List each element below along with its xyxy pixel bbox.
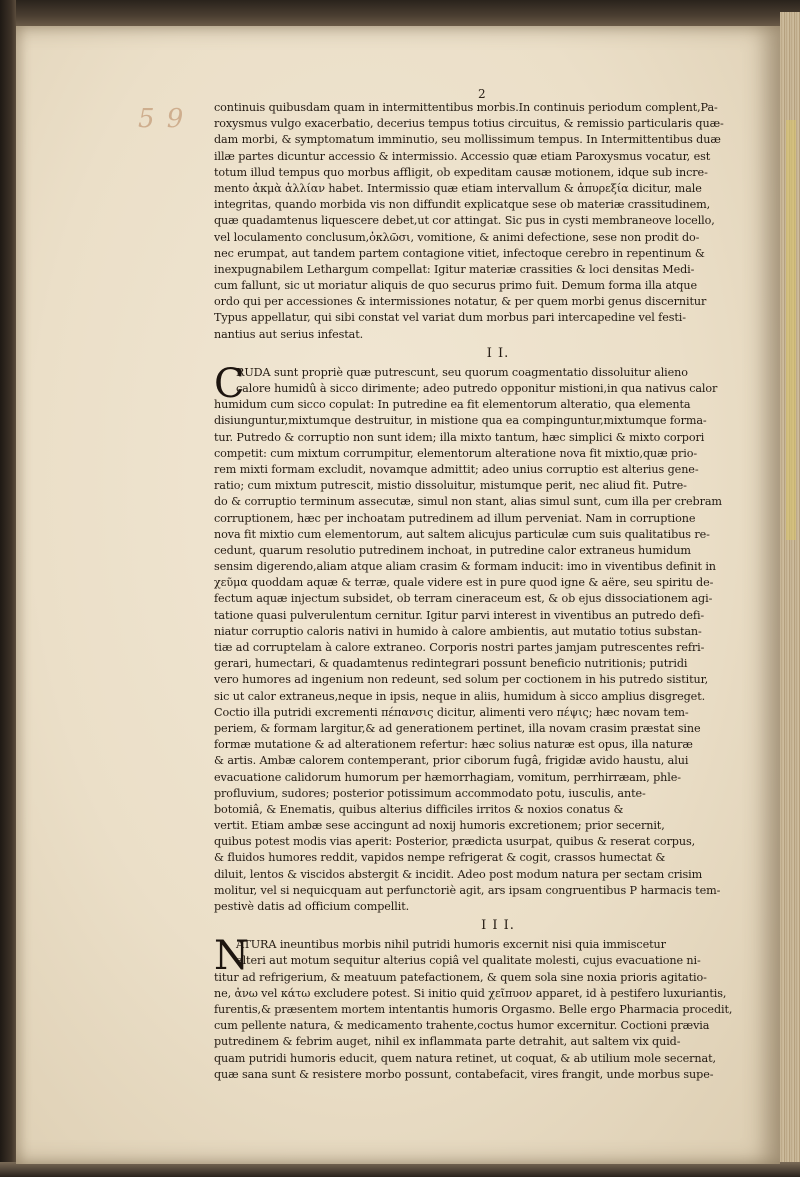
section-3-line: putredinem & febrim auget, nihil ex inflammata parte detrahit, aut saltem vix quid- <box>214 1035 681 1049</box>
text-line: totum illud tempus quo morbus affligit, ob expeditam causæ motionem, idque sub incre- <box>214 165 708 179</box>
section-2-line: profluvium, sudores; posterior potissimum accommodato potu, iusculis, ante- <box>214 786 646 800</box>
section-2-line: sensim digerendo,aliam atque aliam crasim & formam inducit: imo in viventibus definit in <box>214 560 716 574</box>
section-2-line: sic ut calor extraneus,neque in ipsis, neque in aliis, humidum à sicco amplius disgreget. <box>214 689 706 703</box>
section-2-line: formæ mutatione & ad alterationem refertur: hæc solius naturæ est opus, illa naturæ <box>214 738 693 752</box>
section-2-line: competit: cum mixtum corrumpitur, elementorum alteratione nova fit mixtio,quæ prio- <box>214 446 698 460</box>
intro-paragraph <box>214 100 762 343</box>
section-2-line: fectum aquæ injectum subsidet, ob terram cineraceum est, & ob ejus dissociationem agi- <box>214 592 713 606</box>
section-heading-3: I I I. <box>481 918 515 934</box>
section-3-line: ATURA ineuntibus morbis nihil putridi humoris excernit nisi quia immiscetur <box>236 938 666 952</box>
text-line: quæ quadamtenus liquescere debet,ut cor attingat. Sic pus in cysti membraneove locello, <box>214 214 715 228</box>
text-line: vel loculamento conclusum,ὀκλῶσι, vomitione, & animi defectione, sese non prodit do- <box>214 230 700 244</box>
section-3-line: alteri aut motum sequitur alterius copiâ vel qualitate molesti, cujus evacuatione ni- <box>236 954 701 968</box>
text-line: illæ partes dicuntur accessio & intermissio. Accessio quæ etiam Paroxysmus vocatur, est <box>214 149 711 163</box>
section-3-paragraph <box>214 933 762 1083</box>
section-2-line: calore humidû à sicco dirimente; adeo putredo opponitur mistioni,in qua nativus calor <box>236 382 718 395</box>
section-2-line: corruptionem, hæc per inchoatam putredinem ad illum perveniat. Nam in corruptione <box>214 511 696 525</box>
section-2-line: rem mixti formam excludit, novamque admittit; adeo unius corruptio est alterius gene- <box>214 462 699 476</box>
section-2-line: vertit. Etiam ambæ sese accingunt ad noxij humoris excretionem; prior secernit, <box>214 819 665 833</box>
text-line: nec erumpat, aut tandem partem contagione vitiet, infectoque cerebro in repentinum & <box>214 246 705 260</box>
text-line: nantius aut serius infestat. <box>214 327 364 341</box>
section-2-paragraph <box>214 360 762 915</box>
section-2-line: humidum cum sicco copulat: In putredine ea fit elementorum alteratio, qua elementa <box>214 398 691 412</box>
section-3-line: ne, ἀνω vel κάτω excludere potest. Si initio quid χεῖπυον apparet, id à pestifero luxuriantis, <box>214 986 727 1000</box>
text-line: ordo qui per accessiones & intermissiones notatur, & per quem morbi genus discernitur <box>214 295 707 309</box>
section-2-line: do & corruptio terminum assecutæ, simul non stant, alias simul sunt, cum illa per crebram <box>214 495 722 509</box>
section-2-line: gerari, humectari, & quadamtenus redintegrari possunt beneficio nutritionis; putridi <box>214 657 688 671</box>
text-line: inexpugnabilem Lethargum compellat: Igitur materiæ crassities & loci densitas Medi- <box>214 262 695 276</box>
section-3-line: titur ad refrigerium, & meatuum patefactionem, & quem sola sine noxia prioris agitatio- <box>214 970 707 984</box>
section-2-line: evacuatione calidorum humorum per hæmorrhagiam, vomitum, perrhirræam, phle- <box>214 770 681 784</box>
section-2-line: molitur, vel si nequicquam aut perfunctoriè agit, ars ipsam congruentibus P harmacis tem- <box>214 883 721 897</box>
section-2-line: quibus potest modis vias aperit: Posterior, prædicta usurpat, quibus & reserat corpus, <box>214 835 696 849</box>
text-line: mento ἀκμὰ ἀλλίαν habet. Intermissio quæ etiam intervallum & ἀπυρεξία dicitur, male <box>214 181 702 195</box>
page-number: 2 <box>478 87 486 101</box>
section-2-line: tur. Putredo & corruptio non sunt idem; illa mixto tantum, hæc simplici & mixto corpori <box>214 430 705 444</box>
book-frame-bottom <box>0 1162 800 1177</box>
section-2-line: nova fit mixtio cum elementorum, aut saltem alicujus particulæ cum suis qualitatibus re- <box>214 527 710 541</box>
text-column <box>214 100 762 1083</box>
text-line: Typus appellatur, qui sibi constat vel variat dum morbus pari intercapedine vel festi- <box>214 311 686 325</box>
text-line: continuis quibusdam quam in intermittentibus morbis.In continuis periodum complent,Pa- <box>214 101 718 114</box>
section-2-line: vero humores ad ingenium non redeunt, sed solum per coctionem in his putredo sistitur, <box>214 673 709 687</box>
text-line: dam morbi, & symptomatum imminutio, seu mollissimum tempus. In Intermittentibus duæ <box>214 133 721 147</box>
section-3-line: cum pellente natura, & medicamento trahente,coctus humor excernitur. Coctioni prævia <box>214 1019 710 1033</box>
section-3-line: quam putridi humoris educit, quem natura retinet, ut coquat, & ab utilium mole secernat, <box>214 1051 716 1065</box>
section-2-line: botomiâ, & Enematis, quibus alterius difficiles irritos & noxios conatus & <box>214 802 624 816</box>
text-line: integritas, quando morbida vis non diffundit explicatque sese ob materiæ crassitudinem, <box>214 198 711 212</box>
book-spine-edge <box>0 0 16 1177</box>
section-2-line: tiæ ad corruptelam à calore extraneo. Corporis nostri partes jamjam putrescentes refri- <box>214 641 705 654</box>
section-2-line: χεῦμα quoddam aquæ & terræ, quale videre est in pure quod igne & aëre, seu spiritu de- <box>214 576 714 590</box>
section-2-line: diluit, lentos & viscidos abstergit & incidit. Adeo post modum natura per sectam crisim <box>214 867 703 881</box>
section-3-line: furentis,& præsentem mortem intentantis humoris Orgasmo. Belle ergo Pharmacia procedit, <box>214 1002 733 1016</box>
section-2-line: ratio; cum mixtum putrescit, mistio dissoluitur, mistumque perit, nec aliud fit. Putre- <box>214 479 687 493</box>
page-edge-stain <box>786 120 796 540</box>
text-line: roxysmus vulgo exacerbatio, decerius tempus totius circuitus, & remissio particularis quæ- <box>214 117 724 131</box>
book-frame-top <box>0 0 800 26</box>
section-2-line: niatur corruptio caloris nativi in humido à calore ambientis, aut mutatio totius substan- <box>214 624 702 638</box>
section-2-line: Coctio illa putridi excrementi πέπανσις dicitur, alimenti vero πέψις; hæc novam tem- <box>214 705 689 719</box>
section-2-line: RUDA sunt propriè quæ putrescunt, seu quorum coagmentatio dissoluitur alieno <box>236 365 688 379</box>
section-2-line: cedunt, quarum resolutio putredinem inchoat, in putredine calor extraneus humidum <box>214 543 691 557</box>
section-heading-2: I I. <box>486 345 510 361</box>
drop-cap-c: C <box>214 360 245 407</box>
section-3-line: quæ sana sunt & resistere morbo possunt, contabefacit, vires frangit, unde morbus supe- <box>214 1067 714 1081</box>
section-2-line: tatione quasi pulverulentum cernitur. Igitur parvi interest in viventibus an putredo defi- <box>214 608 705 622</box>
drop-cap-n: N <box>214 933 249 980</box>
section-2-line: periem, & formam largitur,& ad generationem pertinet, illa novam crasim præstat sine <box>214 721 701 735</box>
section-2-line: & fluidos humores reddit, vapidos nempe refrigerat & cogit, crassos humectat & <box>214 851 666 865</box>
section-2-line: pestivè datis ad officium compellit. <box>214 900 410 913</box>
margin-annotation: 5 9 <box>138 104 186 134</box>
section-2-line: & artis. Ambæ calorem contemperant, prior ciborum fugâ, frigidæ avido haustu, alui <box>214 754 689 768</box>
section-2-line: disiunguntur,mixtumque destruitur, in mistione qua ea compinguntur,mixtumque forma- <box>214 414 707 428</box>
text-line: cum fallunt, sic ut moriatur aliquis de quo securus primo fuit. Demum forma illa atque <box>214 279 697 293</box>
